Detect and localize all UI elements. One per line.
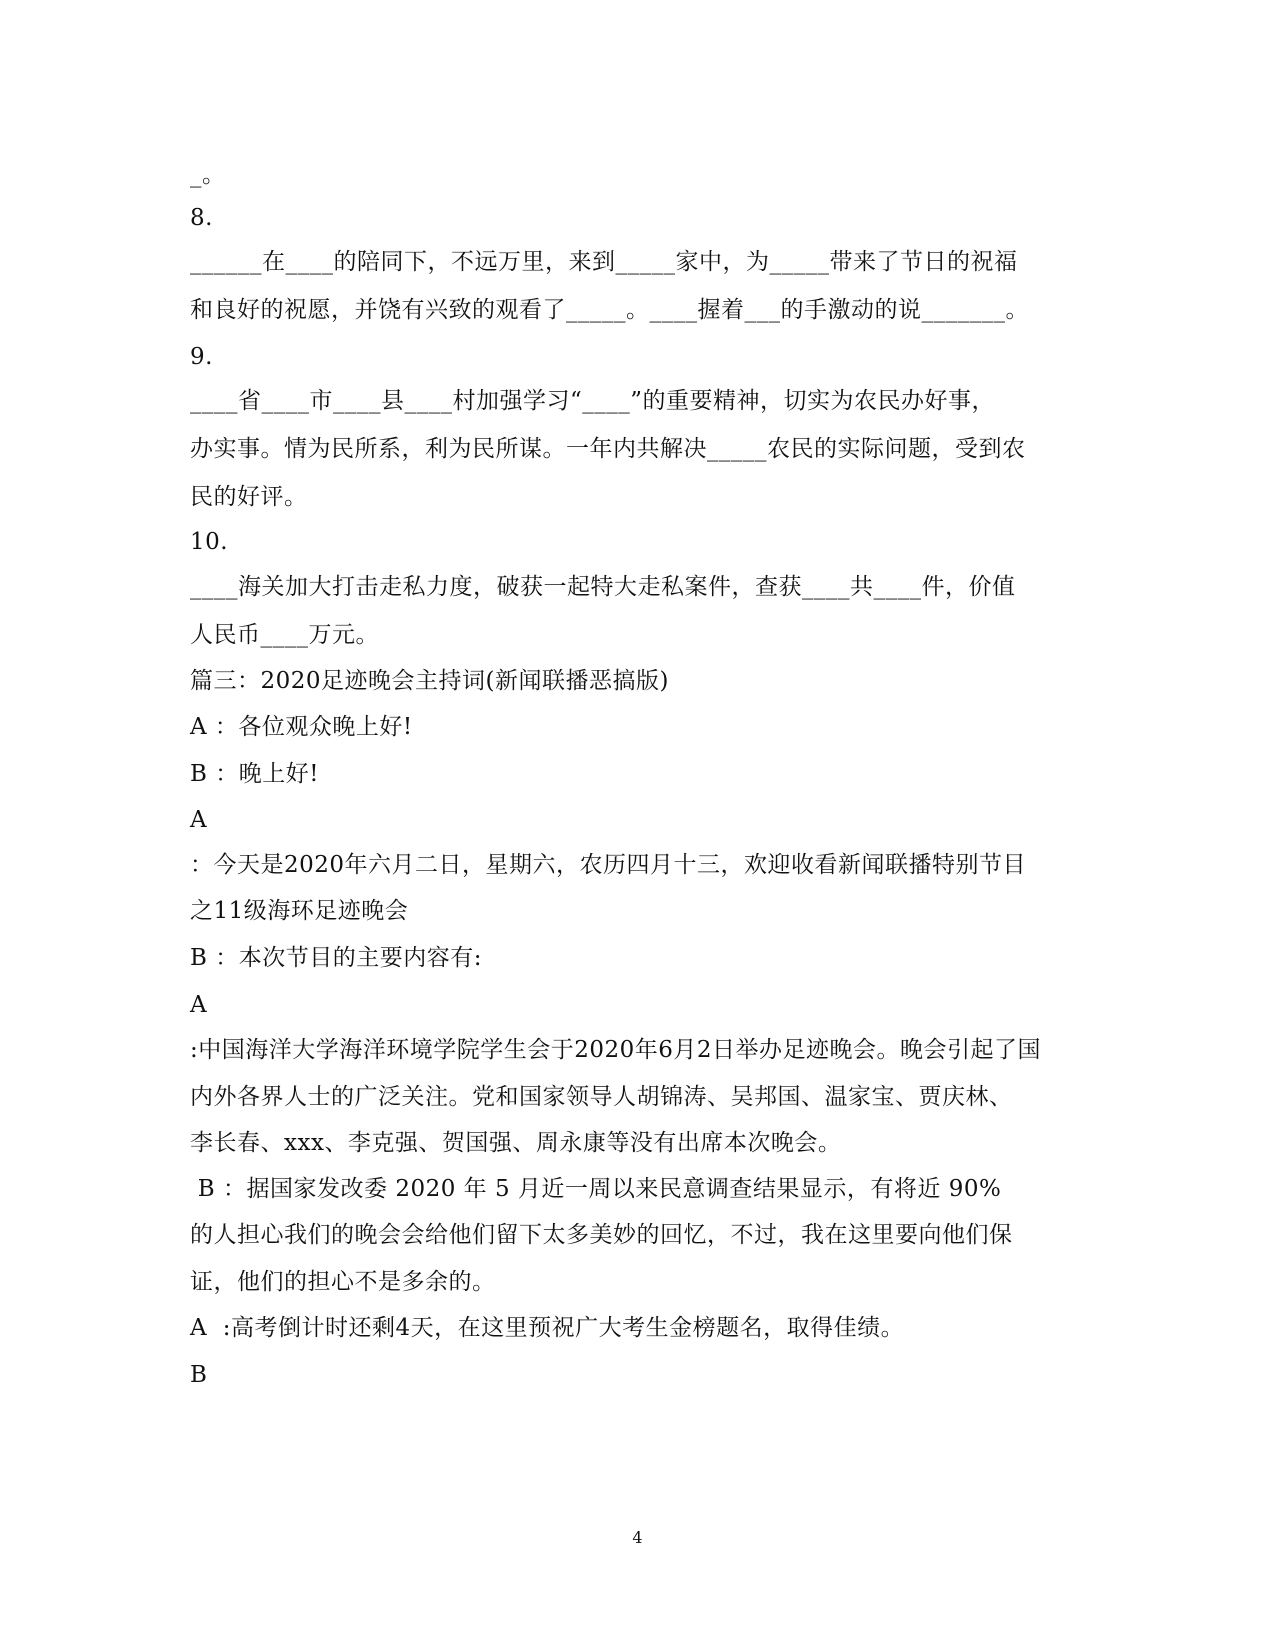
text-line: 人民币____万元。 — [190, 622, 379, 648]
dialogue-line: A ：各位观众晚上好! — [190, 714, 413, 740]
speaker-label: A — [190, 807, 208, 833]
text-line: 办实事。情为民所系，利为民所谋。一年内共解决_____农民的实际问题，受到农 — [190, 436, 1026, 462]
text-line: ____海关加大打击走私力度，破获一起特大走私案件，查获____共____件，价值 — [190, 574, 1016, 600]
dialogue-line: :中国海洋大学海洋环境学院学生会于2020年6月2日举办足迹晚会。晚会引起了国 — [190, 1037, 1042, 1063]
dialogue-line: B ：晚上好! — [190, 761, 319, 787]
text-line: 民的好评。 — [190, 484, 308, 510]
dialogue-line: B ：据国家发改委 2020 年 5 月近一周以来民意调查结果显示，有将近 90% — [190, 1176, 1002, 1202]
dialogue-line: B ：本次节目的主要内容有: — [190, 945, 482, 971]
question-number: 10. — [190, 529, 229, 555]
question-number: 9. — [190, 344, 213, 370]
text-line: ____省____市____县____村加强学习“____”的重要精神，切实为农民办好事， — [190, 388, 996, 414]
dialogue-line: 的人担心我们的晚会会给他们留下太多美妙的回忆，不过，我在这里要向他们保 — [190, 1222, 1013, 1248]
dialogue-line: 内外各界人士的广泛关注。党和国家领导人胡锦涛、吴邦国、温家宝、贾庆林、 — [190, 1084, 1013, 1110]
text-line: 和良好的祝愿，并饶有兴致的观看了_____。____握着___的手激动的说_______。 — [190, 297, 1029, 323]
question-number: 8. — [190, 205, 213, 231]
dialogue-line: 证，他们的担心不是多余的。 — [190, 1269, 496, 1295]
dialogue-line: 李长春、xxx、李克强、贺国强、周永康等没有出席本次晚会。 — [190, 1130, 842, 1156]
speaker-label: B — [190, 1362, 208, 1388]
page-number: 4 — [632, 1528, 643, 1547]
text-line: ______在____的陪同下，不远万里，来到_____家中，为_____带来了节日的祝福 — [190, 249, 1018, 275]
dialogue-line: ：今天是2020年六月二日，星期六，农历四月十三，欢迎收看新闻联播特别节目 — [190, 852, 1027, 878]
dialogue-line: 之11级海环足迹晚会 — [190, 898, 409, 924]
speaker-label: A — [190, 992, 208, 1018]
dialogue-line: A :高考倒计时还剩4天，在这里预祝广大考生金榜题名，取得佳绩。 — [190, 1315, 905, 1341]
text-line: _。 — [190, 162, 226, 188]
section-heading: 篇三：2020足迹晚会主持词(新闻联播恶搞版) — [190, 668, 669, 694]
